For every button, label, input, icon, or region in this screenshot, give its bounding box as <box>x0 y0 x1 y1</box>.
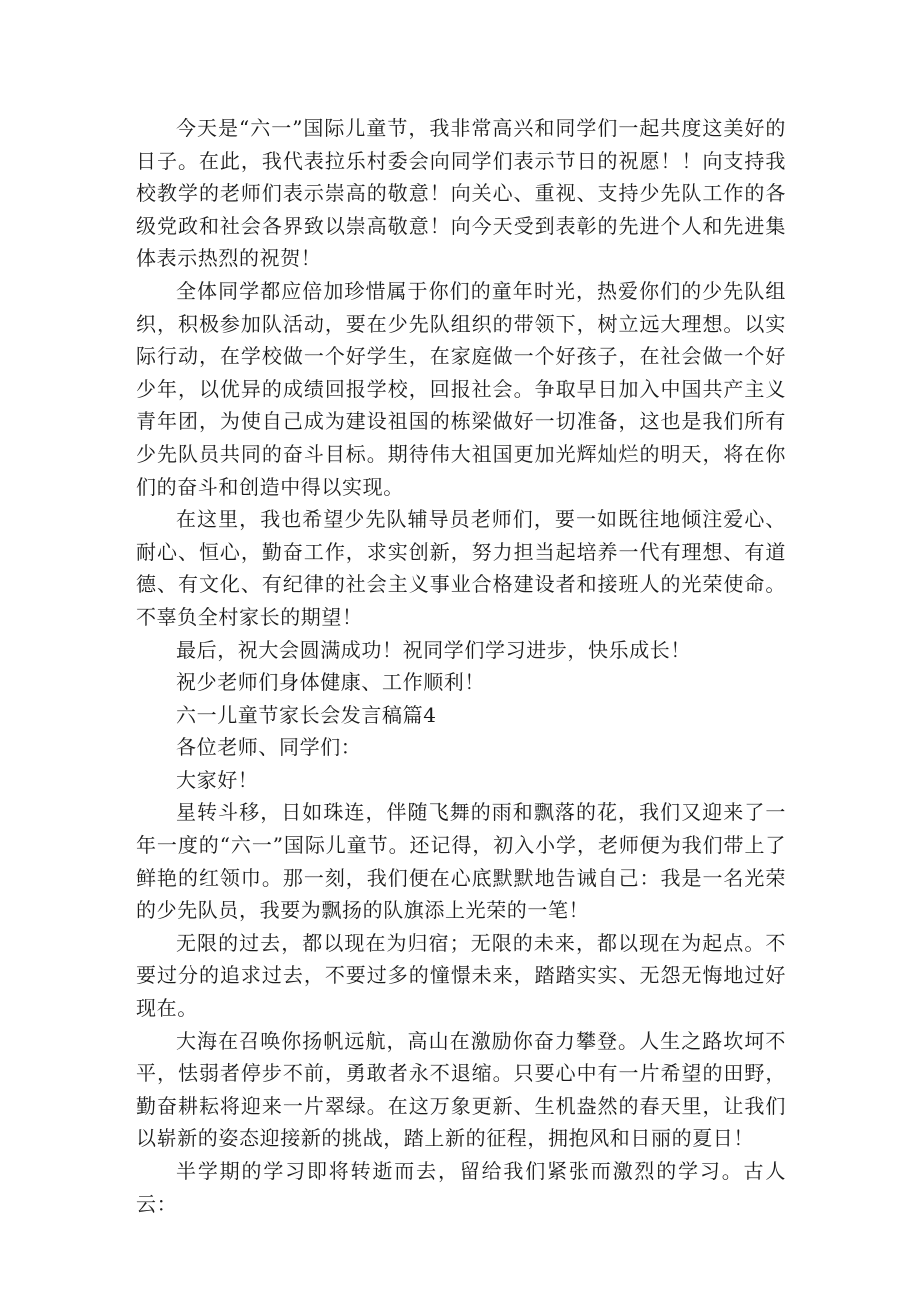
section-heading: 六一儿童节家长会发言稿篇4 <box>176 702 437 727</box>
paragraph: 大海在召唤你扬帆远航，高山在激励你奋力攀登。人生之路坎坷不平，怯弱者停步不前，勇敢者永不退缩。只要心中有一片希望的田野，勤奋耕耘将迎来一片翠绿。在这万象更新、生机盎然的春天里，让我们以崭新的姿态迎接新的挑战，踏上新的征程，拥抱风和日丽的夏日！ <box>136 1028 786 1151</box>
greeting: 大家好！ <box>176 767 259 792</box>
paragraph: 半学期的学习即将转逝而去，留给我们紧张而激烈的学习。古人云： <box>136 1159 786 1216</box>
salutation: 各位老师、同学们： <box>176 735 362 760</box>
paragraph: 今天是“六一”国际儿童节，我非常高兴和同学们一起共度这美好的日子。在此，我代表拉乐村委会向同学们表示节日的祝愿！！向支持我校教学的老师们表示崇高的敬意！向关心、重视、支持少先队工作的各级党政和社会各界致以崇高敬意！向今天受到表彰的先进个人和先进集体表示热烈的祝贺！ <box>136 116 786 271</box>
paragraph: 最后，祝大会圆满成功！祝同学们学习进步，快乐成长！ <box>176 637 691 662</box>
paragraph: 无限的过去，都以现在为归宿；无限的未来，都以现在为起点。不要过分的追求过去，不要过多的憧憬未来，踏踏实实、无怨无悔地过好现在。 <box>136 930 786 1021</box>
paragraph: 祝少老师们身体健康、工作顺利！ <box>176 670 485 695</box>
document-body <box>136 112 786 1220</box>
paragraph: 在这里，我也希望少先队辅导员老师们，要一如既往地倾注爱心、耐心、恒心，勤奋工作，求实创新，努力担当起培养一代有理想、有道德、有文化、有纪律的社会主义事业合格建设者和接班人的光荣使命。不辜负全村家长的期望！ <box>136 507 786 629</box>
paragraph: 全体同学都应倍加珍惜属于你们的童年时光，热爱你们的少先队组织，积极参加队活动，要在少先队组织的带领下，树立远大理想。以实际行动，在学校做一个好学生，在家庭做一个好孩子，在社会做一个好少年，以优异的成绩回报学校，回报社会。争取早日加入中国共产主义青年团，为使自己成为建设祖国的栋梁做好一切准备，这也是我们所有少先队员共同的奋斗目标。期待伟大祖国更加光辉灿烂的明天，将在你们的奋斗和创造中得以实现。 <box>136 278 786 499</box>
paragraph: 星转斗移，日如珠连，伴随飞舞的雨和飘落的花，我们又迎来了一年一度的“六一”国际儿童节。还记得，初入小学，老师便为我们带上了鲜艳的红领巾。那一刻，我们便在心底默默地告诫自己：我是一名光荣的少先队员，我要为飘扬的队旗添上光荣的一笔！ <box>136 800 786 923</box>
